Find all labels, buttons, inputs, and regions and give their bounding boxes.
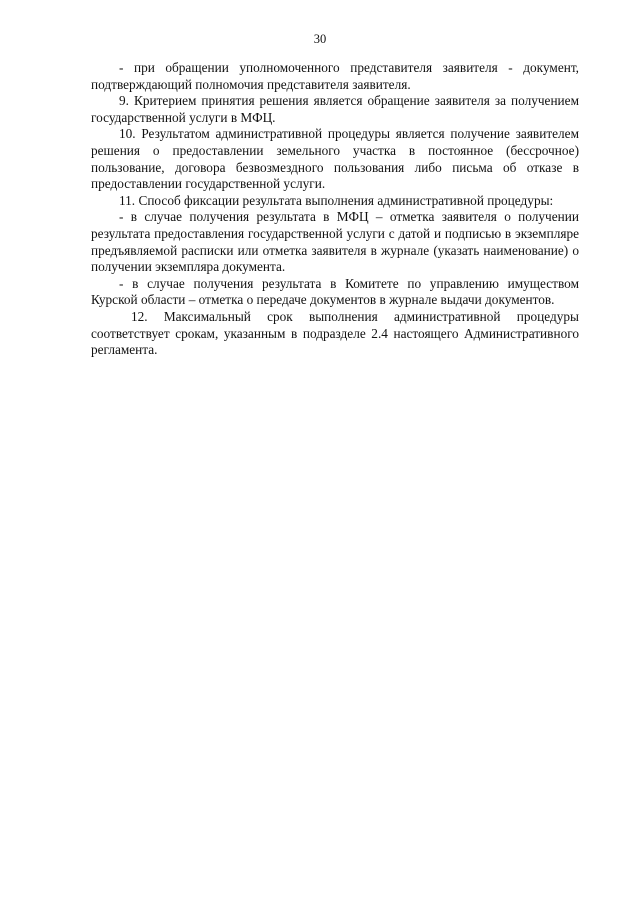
page-number: 30 xyxy=(313,32,327,46)
paragraph-9-decision-criterion: 9. Критерием принятия решения является обращение заявителя за получением государственной услуги в МФЦ. xyxy=(91,93,579,125)
document-body xyxy=(91,60,579,359)
paragraph-committee-result: - в случае получения результата в Комитете по управлению имуществом Курской области – отметка о передаче документов в журнале выдачи документов. xyxy=(91,275,579,308)
paragraph-mfc-result: - в случае получения результата в МФЦ – отметка заявителя о получении результата предоставления государственной услуги с датой и подписью в экземпляре предъявляемой расписки или отметка заявителя в журнале (указать наименование) о получении экземпляра документа. xyxy=(91,209,579,275)
paragraph-representative-document: - при обращении уполномоченного представителя заявителя - документ, подтверждающий полномочия представителя заявителя. xyxy=(91,60,579,92)
paragraph-10-procedure-result: 10. Результатом административной процедуры является получение заявителем решения о предоставлении земельного участка в постоянное (бессрочное) пользование, договора безвозмездного пользования либо письма об отказе в предоставлении государственной услуги. xyxy=(91,126,579,192)
paragraph-11-fixation-method: 11. Способ фиксации результата выполнения административной процедуры: xyxy=(119,192,554,208)
paragraph-12-max-term: 12. Максимальный срок выполнения административной процедуры соответствует срокам, указанным в подразделе 2.4 настоящего Административного регламента. xyxy=(91,308,579,358)
